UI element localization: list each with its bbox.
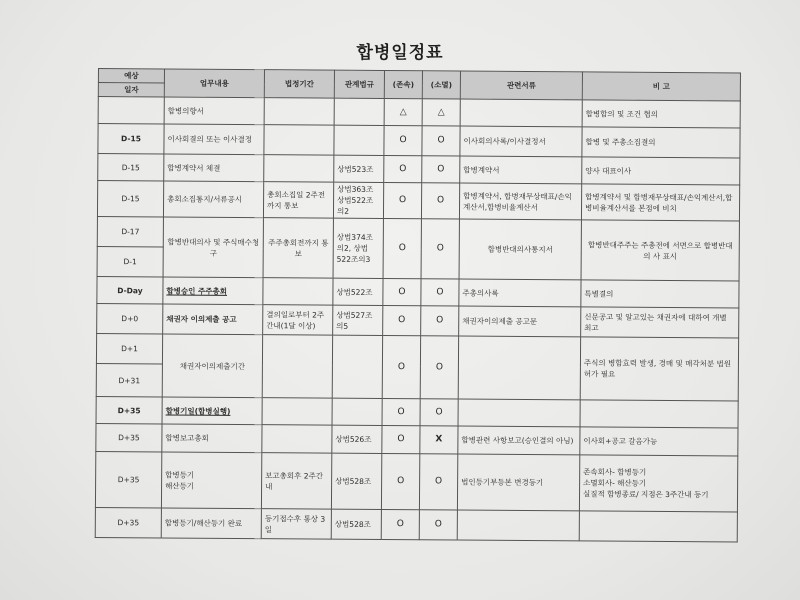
remark-cell: 합병반대주주는 주총전에 서면으로 합병반대의 사 표시 — [581, 220, 739, 281]
table-row — [96, 333, 738, 367]
docs-cell: 주총의사록 — [459, 279, 581, 307]
task-cell: 채권자 이의제출 공고 — [163, 304, 263, 335]
law-cell: 상법526조 — [332, 425, 382, 453]
table-row — [98, 124, 740, 158]
table-row — [97, 181, 739, 221]
period-cell: 보고총회후 2주간내 — [261, 453, 331, 509]
dissolve-mark: △ — [422, 99, 460, 126]
law-cell: 상법522조 — [333, 278, 383, 305]
header-day-bottom: 일자 — [98, 83, 164, 97]
task-cell: 합병계약서 체결 — [164, 154, 264, 182]
task-cell: 합병기일(합병실행) — [162, 397, 262, 425]
docs-cell: 법인등기부등본 변경등기 — [457, 454, 579, 511]
table-row — [96, 423, 738, 455]
header-docs: 관련서류 — [460, 71, 582, 100]
survive-mark: O — [381, 509, 419, 539]
docs-cell: 합병계약서 — [460, 156, 582, 184]
table-row — [95, 507, 737, 541]
remark-cell — [579, 511, 737, 542]
remark-cell: 합병계약서 및 합병재무상태표/손익계산서,합병비율계산서를 본점에 비치 — [581, 184, 739, 221]
period-cell — [264, 125, 334, 155]
survive-mark: △ — [384, 98, 422, 125]
docs-cell: 채권자이의제출 공고문 — [459, 306, 581, 337]
remark-cell: 특별결의 — [581, 280, 739, 308]
survive-mark: O — [384, 125, 422, 155]
remark-cell: 합병 및 주총소집결의 — [582, 127, 740, 158]
header-task: 업무내용 — [164, 69, 264, 98]
header-survive: (존속) — [384, 71, 422, 99]
dissolve-mark: O — [422, 126, 460, 156]
day-cell: D-15 — [97, 181, 163, 217]
law-cell — [334, 125, 384, 155]
docs-cell: 합병관련 사항보고(승인결의 아님) — [458, 426, 580, 455]
period-cell: 등기접수후 통상 3일 — [261, 509, 331, 539]
survive-mark: O — [381, 453, 419, 509]
survive-mark: O — [383, 182, 421, 218]
docs-cell: 이사회의사록/이사결정서 — [460, 126, 582, 157]
law-cell: 상법523조 — [334, 155, 384, 182]
law-cell: 상법528조 — [331, 509, 381, 539]
remark-cell: 주식의 병합효력 발생, 경매 및 매각처분 법원허가 필요 — [580, 337, 738, 401]
survive-mark: O — [382, 425, 420, 453]
day-cell: D+35 — [96, 396, 162, 423]
task-cell: 총회소집통지/서류공시 — [163, 181, 263, 218]
header-legal-period: 법정기간 — [264, 70, 334, 98]
remark-cell — [580, 400, 738, 428]
law-cell: 상법363조 상법522조의2 — [333, 182, 383, 218]
law-cell — [332, 398, 382, 425]
survive-mark: O — [382, 398, 420, 425]
period-cell — [262, 425, 332, 453]
law-cell: 상법528조 — [331, 453, 381, 509]
dissolve-mark: O — [422, 156, 460, 183]
remark-line: 실질적 합병종료/ 지점은 3주간내 등기 — [583, 489, 709, 500]
day-cell: D-15 — [98, 154, 164, 181]
day-cell: D-1 — [97, 246, 163, 276]
dissolve-mark: X — [420, 426, 458, 454]
day-cell: D+35 — [95, 451, 161, 507]
docs-cell — [458, 399, 580, 427]
remark-cell: 이사회+공고 갈음가능 — [580, 427, 738, 456]
header-dissolve: (소멸) — [422, 71, 460, 99]
dissolve-mark: O — [421, 279, 459, 306]
day-cell: D-Day — [97, 276, 163, 303]
survive-mark: O — [383, 278, 421, 305]
day-cell — [98, 97, 164, 124]
day-cell: D-15 — [98, 124, 164, 154]
header-law: 관계법규 — [334, 70, 384, 98]
page-title: 합병일정표 — [356, 43, 444, 63]
table-row — [97, 216, 739, 250]
task-cell: 합병의향서 — [164, 97, 264, 125]
table-row — [95, 451, 737, 511]
period-cell: 총회소집일 2주전까지 통보 — [263, 182, 333, 218]
survive-mark: O — [382, 335, 420, 398]
remark-cell: 양사 대표이사 — [582, 157, 740, 185]
docs-cell — [457, 510, 579, 541]
day-cell: D+0 — [97, 303, 163, 333]
header-remarks: 비 고 — [582, 72, 740, 101]
docs-cell — [458, 336, 580, 400]
period-cell — [264, 155, 334, 182]
task-cell — [161, 452, 261, 509]
remark-cell — [579, 455, 737, 512]
task-line: 해산등기 — [165, 480, 195, 491]
header-day-top: 예상 — [98, 69, 164, 83]
period-cell — [262, 335, 332, 398]
law-cell: 상법527조의5 — [333, 305, 383, 335]
remark-line: 존속회사- 합병등기 — [583, 467, 647, 477]
task-cell: 합병승인 주주총회 — [163, 277, 263, 305]
dissolve-mark: O — [421, 306, 459, 336]
survive-mark: O — [383, 305, 421, 335]
task-cell: 합병등기/해산등기 완료 — [161, 508, 261, 539]
period-cell: 결의일로부터 2주간내(1달 이상) — [263, 305, 333, 335]
day-cell: D+35 — [95, 507, 161, 537]
day-cell: D+35 — [96, 423, 162, 451]
survive-mark: O — [383, 218, 421, 278]
period-cell — [263, 278, 333, 305]
docs-cell: 합병계약서, 합병재무상태표/손익계산서,합병비율계산서 — [459, 183, 581, 220]
remark-cell: 신문공고 및 알고있는 채권자에 대하여 개별 최고 — [581, 307, 739, 338]
period-cell — [264, 98, 334, 125]
merger-schedule-table — [95, 68, 741, 542]
table-row — [97, 303, 739, 337]
task-cell: 이사회결의 또는 이사결정 — [164, 124, 264, 155]
period-cell — [262, 398, 332, 425]
law-cell — [332, 335, 382, 398]
period-cell: 주주총회전까지 통보 — [263, 218, 333, 278]
task-cell: 합병보고총회 — [162, 424, 262, 453]
task-line: 합병등기 — [165, 469, 195, 480]
survive-mark: O — [384, 155, 422, 182]
dissolve-mark: O — [421, 219, 459, 279]
dissolve-mark: O — [420, 336, 458, 399]
day-cell: D-17 — [97, 216, 163, 246]
remark-line: 소멸회사- 해산등기 — [583, 478, 647, 488]
dissolve-mark: O — [419, 454, 457, 510]
day-cell: D+31 — [96, 363, 162, 396]
dissolve-mark: O — [419, 510, 457, 540]
dissolve-mark: O — [420, 399, 458, 426]
task-cell: 합병반대의사 및 주식매수청구 — [163, 217, 263, 278]
task-cell: 채권자이의제출기간 — [162, 334, 262, 398]
law-cell — [334, 98, 384, 125]
dissolve-mark: O — [421, 183, 459, 219]
remark-cell: 합병합의 및 조건 협의 — [582, 100, 740, 128]
docs-cell — [460, 99, 582, 127]
day-cell: D+1 — [96, 333, 162, 363]
law-cell: 상법374조의2, 상법522조의3 — [333, 218, 383, 278]
docs-cell: 합병반대의사통지서 — [459, 219, 581, 280]
